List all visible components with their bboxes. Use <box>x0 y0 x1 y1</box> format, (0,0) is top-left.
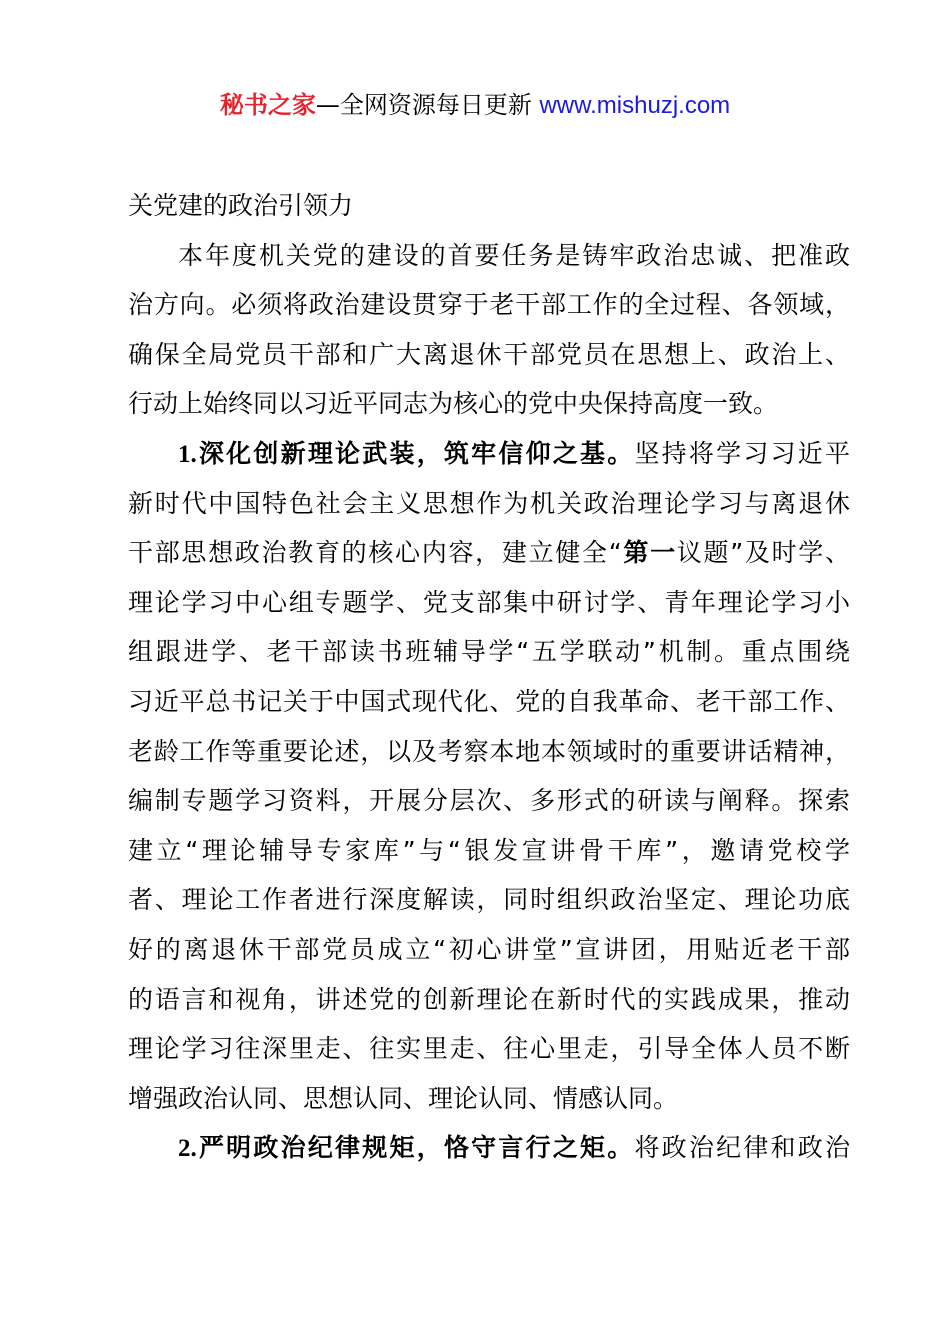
paragraph-line: 确保全局党员干部和广大离退休干部党员在思想上、政治上、 <box>128 339 850 369</box>
line-text-post: 议题”及时学、 <box>676 538 850 568</box>
section-2-text: 将政治纪律和政治 <box>634 1133 850 1163</box>
paragraph-line: 理论学习往深里走、往实里走、往心里走，引导全体人员不断 <box>128 1034 850 1064</box>
document-body <box>128 181 850 1173</box>
section-1-title: 深化创新理论武装，筑牢信仰之基。 <box>196 438 635 468</box>
section-1-number: 1. <box>178 440 197 468</box>
section-1-heading-line <box>128 429 850 479</box>
site-url-link[interactable]: www.mishuzj.com <box>539 92 731 119</box>
paragraph-line: 本年度机关党的建设的首要任务是铸牢政治忠诚、把准政 <box>178 240 850 270</box>
intro-fragment-line: 关党建的政治引领力 <box>128 191 354 220</box>
paragraph-line: 好的离退休干部党员成立“初心讲堂”宣讲团，用贴近老干部 <box>128 934 850 964</box>
section-2-title: 严明政治纪律规矩，恪守言行之矩。 <box>196 1133 635 1163</box>
paragraph-line: 新时代中国特色社会主义思想作为机关政治理论学习与离退休 <box>128 488 850 518</box>
site-header <box>0 88 950 123</box>
paragraph-line: 习近平总书记关于中国式现代化、党的自我革命、老干部工作、 <box>128 686 850 716</box>
line-text-pre: 干部思想政治教育的核心内容，建立健全“ <box>128 538 622 568</box>
paragraph-line <box>128 528 850 578</box>
section-2-number: 2. <box>178 1135 197 1163</box>
paragraph-line: 编制专题学习资料，开展分层次、多形式的研读与阐释。探索 <box>128 786 850 816</box>
paragraph-line: 组跟进学、老干部读书班辅导学“五学联动”机制。重点围绕 <box>128 637 850 667</box>
emphasis-text: 第一 <box>621 538 677 568</box>
paragraph-line: 理论学习中心组专题学、党支部集中研讨学、青年理论学习小 <box>128 587 850 617</box>
section-2-heading-line <box>128 1123 850 1173</box>
paragraph-line: 治方向。必须将政治建设贯穿于老干部工作的全过程、各领域， <box>128 290 850 320</box>
paragraph-line: 行动上始终同以习近平同志为核心的党中央保持高度一致。 <box>128 389 779 419</box>
header-slogan: —全网资源每日更新 <box>315 91 540 119</box>
paragraph-line: 建立“理论辅导专家库”与“银发宣讲骨干库”，邀请党校学 <box>128 835 850 865</box>
brand-name: 秘书之家 <box>219 91 316 119</box>
section-1-text: 坚持将学习习近平 <box>634 438 850 468</box>
paragraph-line: 的语言和视角，讲述党的创新理论在新时代的实践成果，推动 <box>128 984 850 1014</box>
paragraph-line: 老龄工作等重要论述，以及考察本地本领域时的重要讲话精神， <box>128 736 850 766</box>
paragraph-line: 增强政治认同、思想认同、理论认同、情感认同。 <box>128 1083 679 1113</box>
paragraph-line: 者、理论工作者进行深度解读，同时组织政治坚定、理论功底 <box>128 885 850 915</box>
